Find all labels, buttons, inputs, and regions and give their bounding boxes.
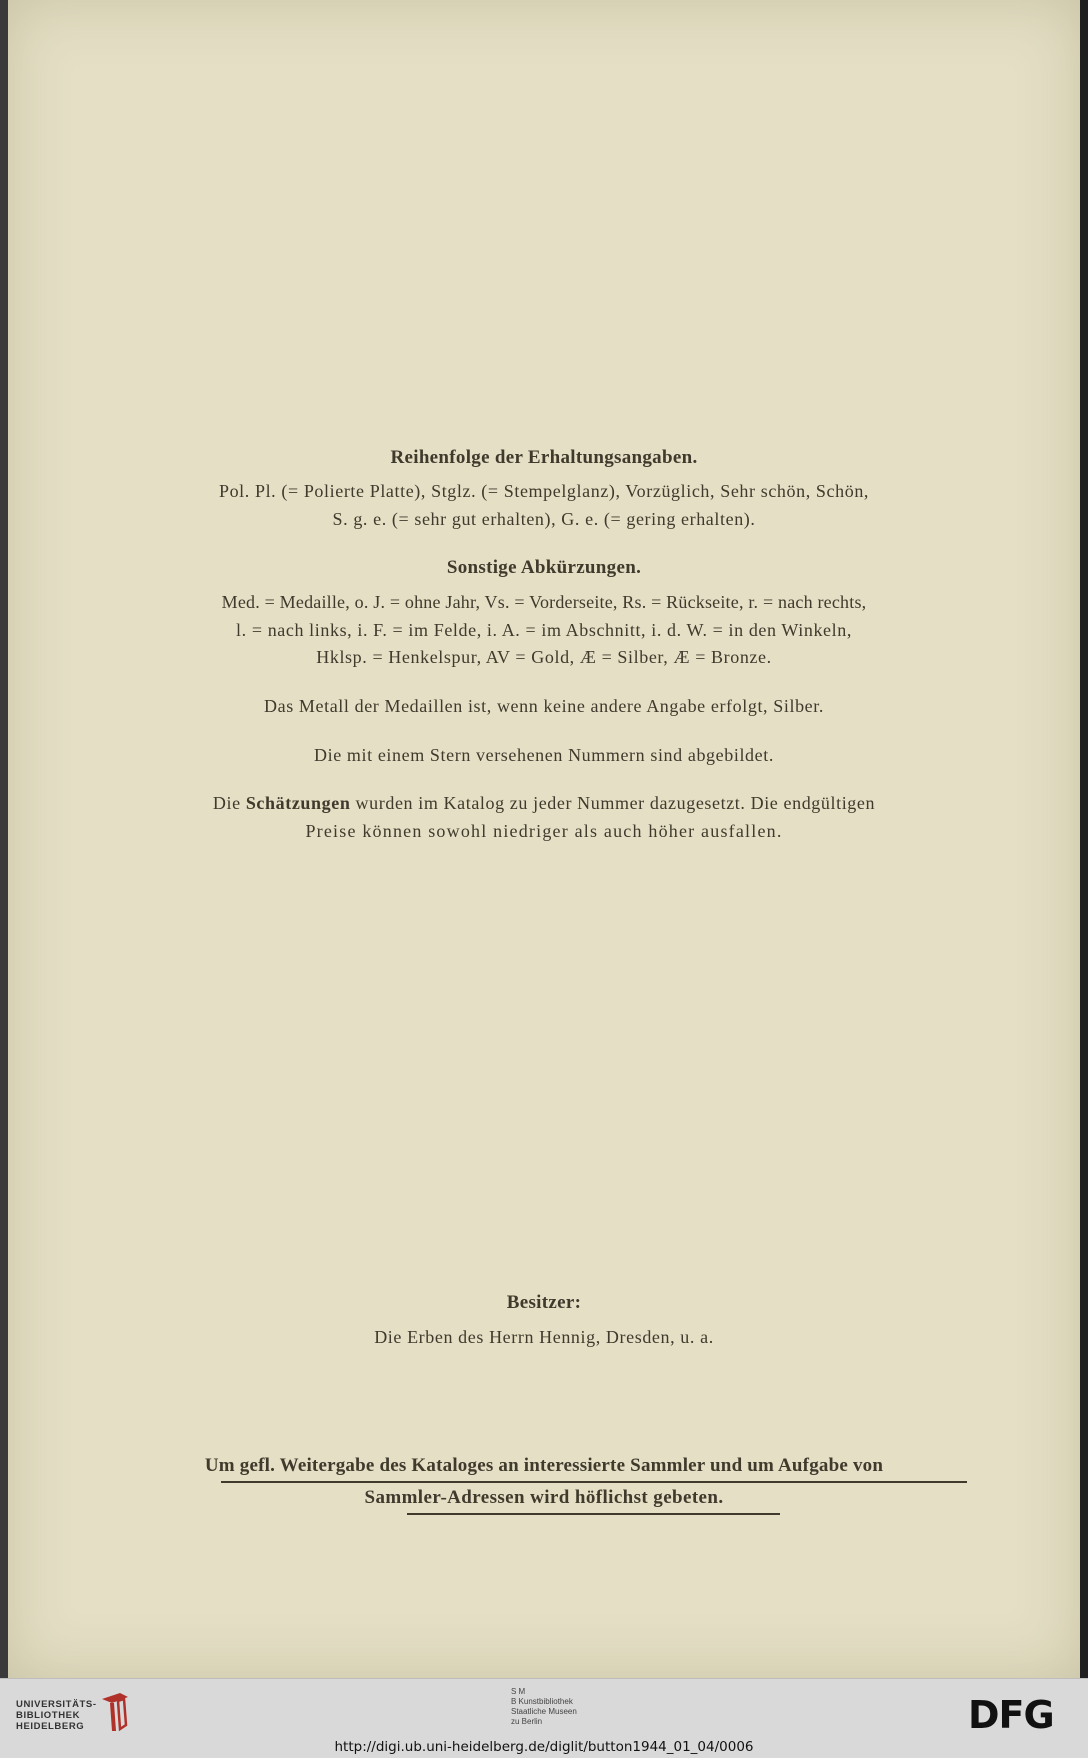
abkuerzungen-heading: Sonstige Abkürzungen. — [446, 557, 642, 578]
schaetzungen-bold-word: Schätzungen — [245, 793, 351, 813]
dfg-logo: DFG — [968, 1693, 1054, 1737]
schaetzungen-line-2: Preise können sowohl niedriger als auch höher ausfallen. — [305, 821, 783, 841]
abkuerzungen-line-3: Hklsp. = Henkelspur, AV = Gold, Æ = Silber, Æ = Bronze. — [316, 647, 772, 667]
library-name-line-1: UNIVERSITÄTS- — [16, 1699, 97, 1710]
request-line-1: Um gefl. Weitergabe des Kataloges an interessierte Sammler und um Aufgabe von — [204, 1455, 884, 1476]
metall-note: Das Metall der Medaillen ist, wenn keine andere Angabe erfolgt, Silber. — [264, 696, 824, 716]
stamp-line-3: Staatliche Museen — [511, 1707, 577, 1716]
viewer-footer — [0, 1678, 1088, 1758]
library-name-line-2: BIBLIOTHEK — [16, 1710, 81, 1721]
besitzer-text: Die Erben des Herrn Hennig, Dresden, u. a. — [374, 1327, 714, 1347]
schaetzungen-line-1 — [0, 793, 1088, 814]
abkuerzungen-line-2: l. = nach links, i. F. = im Felde, i. A. = im Abschnitt, i. d. W. = in den Winkeln, — [236, 620, 852, 640]
stamp-line-1: S M — [511, 1687, 526, 1696]
stamp-line-2: B Kunstbibliothek — [511, 1697, 573, 1706]
sm-kunstbibliothek-stamp — [511, 1687, 577, 1727]
ub-heidelberg-logo-icon — [98, 1689, 132, 1735]
request-underline-2 — [407, 1513, 780, 1515]
besitzer-heading: Besitzer: — [506, 1292, 582, 1313]
library-name — [16, 1699, 97, 1732]
library-name-line-3: HEIDELBERG — [16, 1721, 85, 1732]
schaetzungen-rest: wurden im Katalog zu jeder Nummer dazugesetzt. Die endgültigen — [355, 793, 876, 813]
request-line-2: Sammler-Adressen wird höflichst gebeten. — [364, 1487, 724, 1508]
abkuerzungen-line-1: Med. = Medaille, o. J. = ohne Jahr, Vs. = Vorderseite, Rs. = Rückseite, r. = nach rechts, — [221, 592, 867, 612]
stern-note: Die mit einem Stern versehenen Nummern sind abgebildet. — [314, 745, 774, 765]
erhaltung-line-2: S. g. e. (= sehr gut erhalten), G. e. (= gering erhalten). — [332, 509, 756, 529]
erhaltung-heading: Reihenfolge der Erhaltungsangaben. — [390, 447, 698, 468]
erhaltung-line-1: Pol. Pl. (= Polierte Platte), Stglz. (= Stempelglanz), Vorzüglich, Sehr schön, Schön, — [218, 481, 870, 501]
schaetzungen-prefix: Die — [212, 793, 241, 813]
stamp-line-4: zu Berlin — [511, 1717, 543, 1726]
request-underline-1 — [221, 1481, 967, 1483]
permalink-url[interactable]: http://digi.ub.uni-heidelberg.de/diglit/button1944_01_04/0006 — [334, 1739, 754, 1755]
